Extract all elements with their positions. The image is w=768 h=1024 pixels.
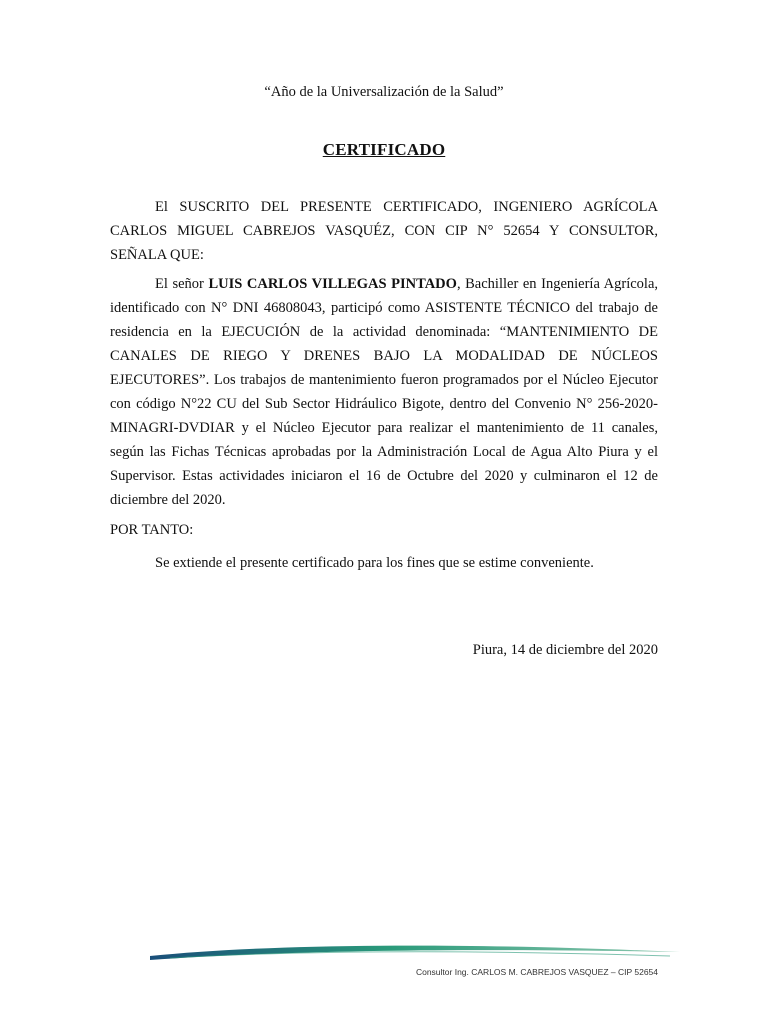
main-text-body: , Bachiller en Ingeniería Agrícola, identificado con N° DNI 46808043, participó como ASISTENTE TÉCNICO del trabajo de residencia en la EJECUCIÓN de la actividad denominada: “MANTENIMIENTO DE CANALES DE RIEGO Y DRENES BAJO LA MODALIDAD DE NÚCLEOS EJECUTORES”. Los trabajos de mantenimiento fueron programados por el Núcleo Ejecutor con código N°22 CU del Sub Sector Hidráulico Bigote, dentro del Convenio N° 256-2020-MINAGRI-DVDIAR y el Núcleo Ejecutor para realizar el mantenimiento de 11 canales, según las Fichas Técnicas aprobadas por la Administración Local de Agua Alto Piura y el Supervisor. Estas actividades iniciaron el 16 de Octubre del 2020 y culminaron el 12 de diciembre del 2020. — [110, 276, 659, 508]
swoosh-band — [150, 946, 680, 960]
intro-paragraph — [110, 195, 658, 267]
therefore-label: POR TANTO: — [110, 522, 194, 538]
document-title: CERTIFICADO — [322, 140, 446, 159]
place-and-date: Piura, 14 de diciembre del 2020 — [472, 642, 658, 658]
closing-statement: Se extiende el presente certificado para los fines que se estime conveniente. — [155, 555, 594, 571]
year-motto: “Año de la Universalización de la Salud” — [264, 84, 504, 100]
main-paragraph — [110, 272, 658, 512]
footer-swoosh-decoration — [150, 938, 680, 968]
recipient-name: LUIS CARLOS VILLEGAS PINTADO — [208, 276, 457, 292]
main-text-lead: El señor — [155, 276, 209, 292]
intro-text: El SUSCRITO DEL PRESENTE CERTIFICADO, INGENIERO AGRÍCOLA CARLOS MIGUEL CABREJOS VASQUÉZ, CON CIP N° 52654 Y CONSULTOR, SEÑALA QUE: — [110, 199, 658, 263]
footer-consultant-line: Consultor Ing. CARLOS M. CABREJOS VASQUEZ – CIP 52654 — [415, 967, 658, 977]
